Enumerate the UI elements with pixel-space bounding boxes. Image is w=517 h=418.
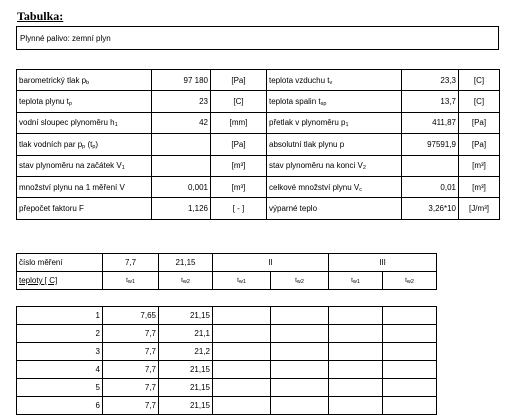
empty-cell[interactable] <box>271 325 329 343</box>
tw1-value[interactable]: 7,7 <box>103 397 159 415</box>
measurement-group-3[interactable]: III <box>329 254 437 272</box>
table-row <box>17 325 437 343</box>
parameter-label[interactable]: stav plynoměru na začátek $V_1$ <box>17 155 152 176</box>
tw1-value[interactable]: 7,7 <box>103 325 159 343</box>
table-row <box>17 361 437 379</box>
parameter-label[interactable]: množství plynu na 1 měření V <box>17 176 152 197</box>
parameter-row <box>17 70 500 91</box>
parameter-unit[interactable]: [C] <box>459 70 500 91</box>
parameter-value[interactable]: 0,01 <box>402 176 459 197</box>
parameter-row <box>17 91 500 112</box>
parameter-label[interactable]: teplota vzduchu $t_v$ <box>267 70 402 91</box>
parameter-value[interactable]: 42 <box>152 112 211 133</box>
tw2-header-1[interactable]: $t_{w2}$ <box>159 272 213 290</box>
measurement-number-label[interactable]: číslo měření <box>17 254 103 272</box>
parameter-row <box>17 134 500 155</box>
tw2-value[interactable]: 21,1 <box>159 325 213 343</box>
parameter-unit[interactable]: [Pa] <box>211 134 267 155</box>
parameter-value[interactable]: 1,126 <box>152 198 211 219</box>
parameter-label[interactable]: teplota plynu $t_p$ <box>17 91 152 112</box>
empty-cell[interactable] <box>329 397 383 415</box>
empty-cell[interactable] <box>213 379 271 397</box>
measurement-data-table <box>16 306 437 415</box>
empty-cell[interactable] <box>383 379 437 397</box>
parameter-row <box>17 112 500 133</box>
empty-cell[interactable] <box>213 397 271 415</box>
measurement-1-tw2[interactable]: 21,15 <box>159 254 213 272</box>
empty-cell[interactable] <box>271 343 329 361</box>
parameter-label[interactable]: celkové množství plynu $V_c$ <box>267 176 402 197</box>
tw1-value[interactable]: 7,7 <box>103 379 159 397</box>
parameter-unit[interactable]: [Pa] <box>211 70 267 91</box>
parameter-value[interactable]: 0,001 <box>152 176 211 197</box>
measurement-number[interactable]: 3 <box>17 343 103 361</box>
temperature-row <box>17 272 437 290</box>
parameter-value[interactable] <box>152 134 211 155</box>
measurement-1-tw1[interactable]: 7,7 <box>103 254 159 272</box>
parameter-label[interactable]: přetlak v plynoměru $p_1$ <box>267 112 402 133</box>
measurement-number[interactable]: 1 <box>17 307 103 325</box>
parameter-label[interactable]: stav plynoměru na konci $V_2$ <box>267 155 402 176</box>
parameter-row <box>17 198 500 219</box>
empty-cell[interactable] <box>271 307 329 325</box>
tw2-value[interactable]: 21,15 <box>159 397 213 415</box>
tw2-header-2[interactable]: $t_{w2}$ <box>271 272 329 290</box>
tw2-value[interactable]: 21,15 <box>159 361 213 379</box>
fuel-label: Plynné palivo: zemní plyn <box>20 33 111 43</box>
empty-cell[interactable] <box>329 325 383 343</box>
table-row <box>17 307 437 325</box>
parameter-unit[interactable]: [C] <box>459 91 500 112</box>
table-row <box>17 397 437 415</box>
parameter-row <box>17 155 500 176</box>
tw1-value[interactable]: 7,65 <box>103 307 159 325</box>
empty-cell[interactable] <box>383 307 437 325</box>
tw2-value[interactable]: 21,2 <box>159 343 213 361</box>
fuel-cell[interactable] <box>16 26 499 50</box>
empty-cell[interactable] <box>271 379 329 397</box>
tw2-value[interactable]: 21,15 <box>159 379 213 397</box>
parameter-label[interactable]: teplota spalin $t_{sp}$ <box>267 91 402 112</box>
empty-cell[interactable] <box>329 343 383 361</box>
tw1-header-3[interactable]: $t_{w1}$ <box>329 272 383 290</box>
empty-cell[interactable] <box>329 379 383 397</box>
measurement-number-row <box>17 254 437 272</box>
parameter-label[interactable]: barometrický tlak $p_b$ <box>17 70 152 91</box>
measurement-number[interactable]: 6 <box>17 397 103 415</box>
empty-cell[interactable] <box>271 361 329 379</box>
parameter-value[interactable] <box>402 155 459 176</box>
empty-cell[interactable] <box>213 343 271 361</box>
measurement-number[interactable]: 5 <box>17 379 103 397</box>
empty-cell[interactable] <box>383 397 437 415</box>
parameter-value[interactable]: 23,3 <box>402 70 459 91</box>
empty-cell[interactable] <box>329 307 383 325</box>
measurement-header-table <box>16 253 437 290</box>
measurement-number[interactable]: 2 <box>17 325 103 343</box>
parameter-unit[interactable]: [Pa] <box>459 134 500 155</box>
parameters-table <box>16 69 500 220</box>
parameter-value[interactable]: 97591,9 <box>402 134 459 155</box>
empty-cell[interactable] <box>271 397 329 415</box>
table-row <box>17 379 437 397</box>
tw2-header-3[interactable]: $t_{w2}$ <box>383 272 437 290</box>
parameter-unit[interactable]: [mm] <box>211 112 267 133</box>
parameter-label[interactable]: tlak vodních par $p_p$ $(t_p)$ <box>17 134 152 155</box>
measurement-number[interactable]: 4 <box>17 361 103 379</box>
parameter-unit[interactable]: [C] <box>211 91 267 112</box>
empty-cell[interactable] <box>383 343 437 361</box>
parameter-unit[interactable]: [m³] <box>459 155 500 176</box>
parameter-unit[interactable]: [m³] <box>459 176 500 197</box>
table-row <box>17 343 437 361</box>
parameter-value[interactable]: 13,7 <box>402 91 459 112</box>
empty-cell[interactable] <box>329 361 383 379</box>
empty-cell[interactable] <box>213 325 271 343</box>
parameter-value[interactable]: 3,26*10 <box>402 198 459 219</box>
parameter-unit[interactable]: [Pa] <box>459 112 500 133</box>
tw1-header-2[interactable]: $t_{w1}$ <box>213 272 271 290</box>
parameter-label[interactable]: vodní sloupec plynoměru $h_1$ <box>17 112 152 133</box>
parameter-unit[interactable]: [J/m³] <box>459 198 500 219</box>
page-title: Tabulka: <box>17 9 64 23</box>
parameter-value[interactable]: 97 180 <box>152 70 211 91</box>
empty-cell[interactable] <box>213 361 271 379</box>
parameter-label[interactable]: přepočet faktoru F <box>17 198 152 219</box>
parameter-label[interactable]: výparné teplo <box>267 198 402 219</box>
parameter-value[interactable] <box>152 155 211 176</box>
tw1-value[interactable]: 7,7 <box>103 361 159 379</box>
empty-cell[interactable] <box>213 307 271 325</box>
empty-cell[interactable] <box>383 361 437 379</box>
tw1-value[interactable]: 7,7 <box>103 343 159 361</box>
empty-cell[interactable] <box>383 325 437 343</box>
parameter-value[interactable]: 411,87 <box>402 112 459 133</box>
temperature-label[interactable]: teploty [ C] <box>17 272 103 290</box>
tw2-value[interactable]: 21,15 <box>159 307 213 325</box>
measurement-group-2[interactable]: II <box>213 254 329 272</box>
parameter-row <box>17 176 500 197</box>
parameter-unit[interactable]: [m³] <box>211 155 267 176</box>
tw1-header-1[interactable]: $t_{w1}$ <box>103 272 159 290</box>
parameter-value[interactable]: 23 <box>152 91 211 112</box>
parameter-unit[interactable]: [m³] <box>211 176 267 197</box>
parameter-label[interactable]: absolutní tlak plynu p <box>267 134 402 155</box>
parameter-unit[interactable]: [ - ] <box>211 198 267 219</box>
